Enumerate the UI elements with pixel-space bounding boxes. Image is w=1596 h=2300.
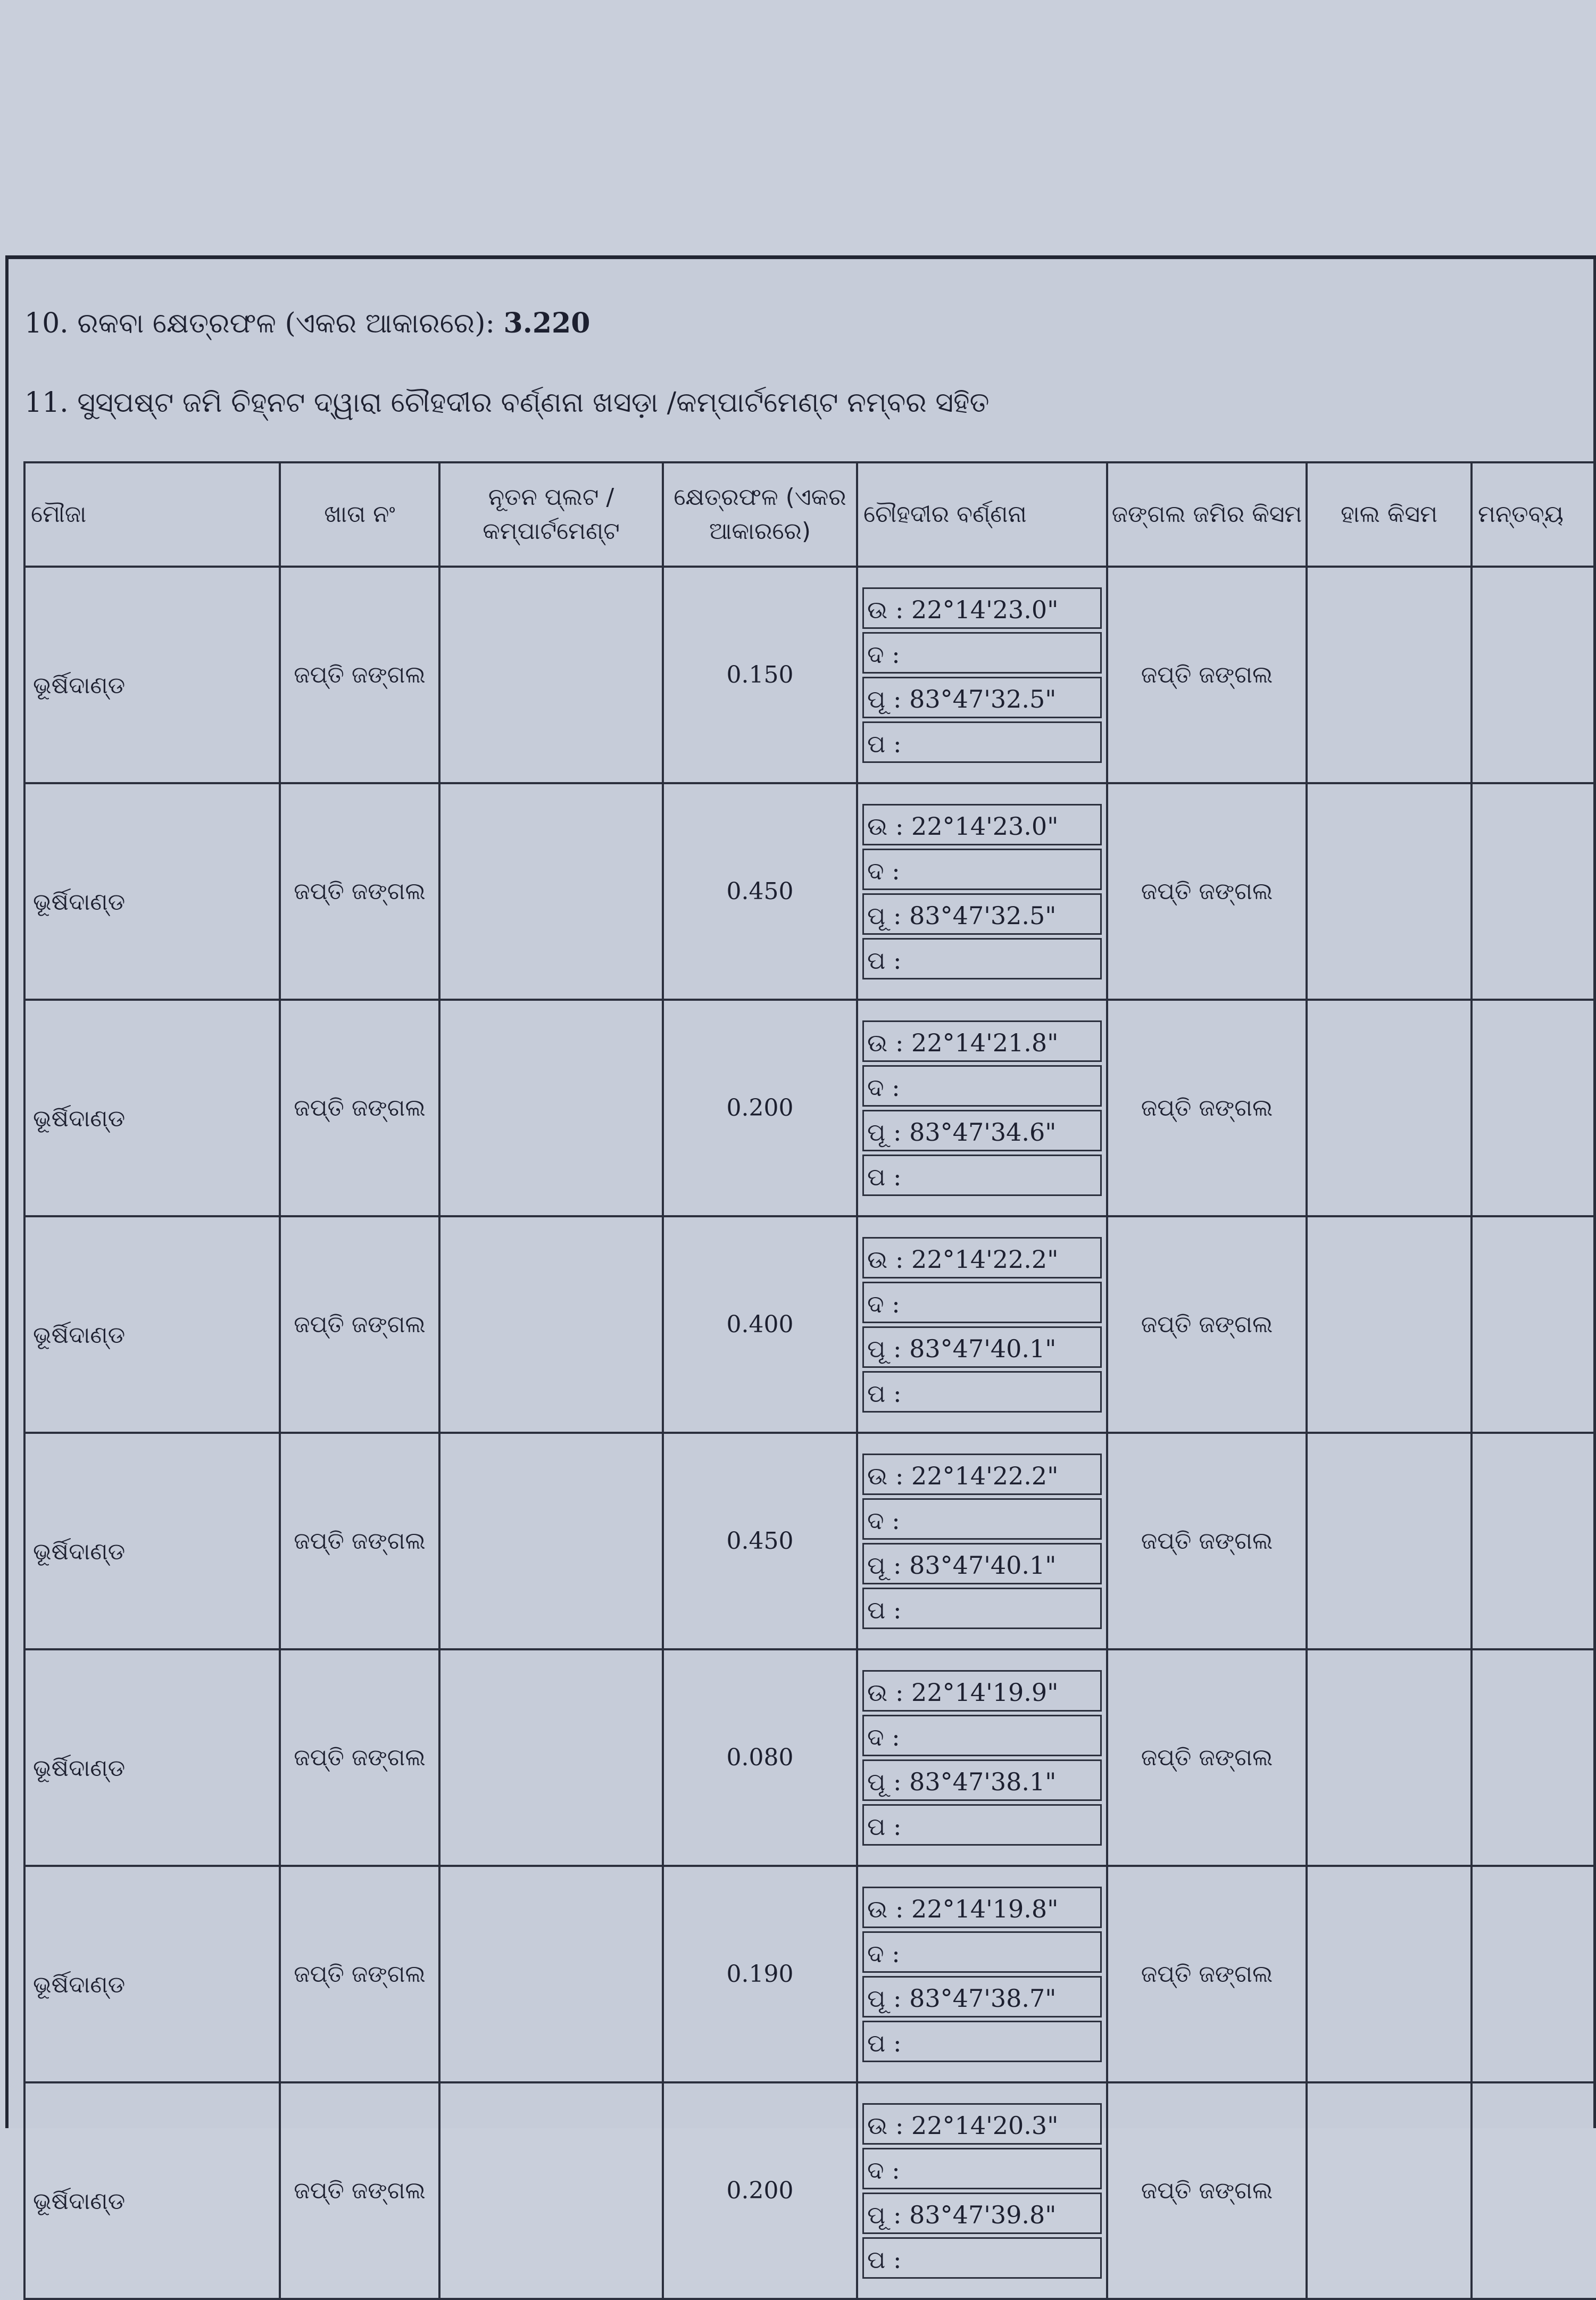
section-11-label: 11. ସୁସ୍ପଷ୍ଟ ଜମି ଚିହ୍ନଟ ଦ୍ୱାରା ଚୌହଦୀର ବର୍ଣ୍ଣନା ଖସଡ଼ା /କମ୍ପାର୍ଟମେଣ୍ଟ ନମ୍ବର ସହିତ [24, 387, 990, 419]
boundary-east: ପୂ : 83°47'32.5" [862, 677, 1102, 718]
cell-khata: ଜପ୍ତି ଜଙ୍ଗଲ [280, 1649, 439, 1866]
table-row [24, 567, 1596, 783]
boundary-north: ଉ : 22°14'19.8" [862, 1887, 1102, 1928]
cell-plot [439, 1649, 663, 1866]
cell-current-type [1307, 1216, 1472, 1433]
cell-current-type [1307, 567, 1472, 783]
boundary-north: ଉ : 22°14'22.2" [862, 1454, 1102, 1495]
header-plot-line1: ନୂତନ ପ୍ଲଟ / [488, 484, 614, 511]
boundary-east: ପୂ : 83°47'40.1" [862, 1543, 1102, 1584]
boundary-north: ଉ : 22°14'23.0" [862, 587, 1102, 629]
cell-remarks [1472, 1000, 1596, 1216]
boundary-south: ଦ : [862, 1282, 1102, 1323]
boundary-north: ଉ : 22°14'21.8" [862, 1020, 1102, 1062]
cell-area: 0.080 [663, 1649, 857, 1866]
cell-boundary [857, 783, 1107, 1000]
boundary-north: ଉ : 22°14'20.3" [862, 2103, 1102, 2145]
cell-boundary [857, 2082, 1107, 2299]
cell-current-type [1307, 1649, 1472, 1866]
cell-remarks [1472, 1866, 1596, 2082]
boundary-west: ପ : [862, 721, 1102, 763]
document-sheet [5, 255, 1596, 2274]
boundary-east: ପୂ : 83°47'38.1" [862, 1759, 1102, 1801]
cell-plot [439, 1000, 663, 1216]
cell-mouza: ଭୂର୍ଷିଦାଣ୍ଡ [24, 2082, 280, 2299]
cell-current-type [1307, 1000, 1472, 1216]
cell-mouza: ଭୂର୍ଷିଦାଣ୍ଡ [24, 1216, 280, 1433]
header-current-type: ହାଲ କିସମ [1307, 462, 1472, 567]
cell-khata: ଜପ୍ତି ଜଙ୍ଗଲ [280, 1000, 439, 1216]
cell-forest-type: ଜପ୍ତି ଜଙ୍ଗଲ [1107, 1000, 1307, 1216]
cell-khata: ଜପ୍ତି ଜଙ୍ଗଲ [280, 1216, 439, 1433]
boundary-west: ପ : [862, 1588, 1102, 1629]
cell-area: 0.450 [663, 1433, 857, 1649]
boundary-west: ପ : [862, 1804, 1102, 1846]
cell-forest-type: ଜପ୍ତି ଜଙ୍ଗଲ [1107, 1433, 1307, 1649]
boundary-south: ଦ : [862, 1931, 1102, 1973]
header-area-line2: ଆକାରରେ) [709, 518, 811, 545]
header-boundary: ଚୌହଦୀର ବର୍ଣ୍ଣନା [857, 462, 1107, 567]
table-row [24, 1866, 1596, 2082]
cell-current-type [1307, 783, 1472, 1000]
section-10-value: 3.220 [503, 307, 591, 339]
cell-plot [439, 1866, 663, 2082]
cell-mouza: ଭୂର୍ଷିଦାଣ୍ଡ [24, 783, 280, 1000]
boundary-south: ଦ : [862, 1715, 1102, 1756]
cell-forest-type: ଜପ୍ତି ଜଙ୍ଗଲ [1107, 1649, 1307, 1866]
cell-area: 0.450 [663, 783, 857, 1000]
boundary-south: ଦ : [862, 1498, 1102, 1540]
cell-area: 0.190 [663, 1866, 857, 2082]
header-area [663, 462, 857, 567]
cell-remarks [1472, 2082, 1596, 2299]
header-mouza: ମୌଜା [24, 462, 280, 567]
cell-mouza: ଭୂର୍ଷିଦାଣ୍ଡ [24, 1649, 280, 1866]
header-plot-line2: କମ୍ପାର୍ଟମେଣ୍ଟ [483, 518, 620, 545]
cell-current-type [1307, 2082, 1472, 2299]
boundary-table [23, 461, 1596, 2300]
boundary-north: ଉ : 22°14'22.2" [862, 1237, 1102, 1278]
cell-remarks [1472, 567, 1596, 783]
cell-remarks [1472, 1649, 1596, 1866]
cell-area: 0.150 [663, 567, 857, 783]
cell-boundary [857, 1866, 1107, 2082]
cell-remarks [1472, 783, 1596, 1000]
header-forest-type: ଜଙ୍ଗଲ ଜମିର କିସମ [1107, 462, 1307, 567]
boundary-north: ଉ : 22°14'23.0" [862, 804, 1102, 845]
boundary-south: ଦ : [862, 1065, 1102, 1107]
cell-current-type [1307, 1866, 1472, 2082]
boundary-west: ପ : [862, 2021, 1102, 2062]
table-row [24, 1216, 1596, 1433]
table-header-row [24, 462, 1596, 567]
table-body [24, 567, 1596, 2299]
boundary-west: ପ : [862, 1155, 1102, 1196]
boundary-west: ପ : [862, 938, 1102, 979]
cell-boundary [857, 1649, 1107, 1866]
table-row [24, 1000, 1596, 1216]
cell-area: 0.200 [663, 2082, 857, 2299]
boundary-west: ପ : [862, 2237, 1102, 2279]
cell-forest-type: ଜପ୍ତି ଜଙ୍ଗଲ [1107, 1866, 1307, 2082]
cell-khata: ଜପ୍ତି ଜଙ୍ଗଲ [280, 567, 439, 783]
cell-boundary [857, 1216, 1107, 1433]
cell-boundary [857, 567, 1107, 783]
boundary-east: ପୂ : 83°47'34.6" [862, 1110, 1102, 1151]
cell-boundary [857, 1000, 1107, 1216]
cell-khata: ଜପ୍ତି ଜଙ୍ଗଲ [280, 2082, 439, 2299]
cell-mouza: ଭୂର୍ଷିଦାଣ୍ଡ [24, 1000, 280, 1216]
section-10-area-line [24, 307, 590, 340]
cell-mouza: ଭୂର୍ଷିଦାଣ୍ଡ [24, 1433, 280, 1649]
cell-mouza: ଭୂର୍ଷିଦାଣ୍ଡ [24, 567, 280, 783]
cell-plot [439, 1216, 663, 1433]
cell-area: 0.400 [663, 1216, 857, 1433]
table-row [24, 783, 1596, 1000]
cell-forest-type: ଜପ୍ତି ଜଙ୍ଗଲ [1107, 783, 1307, 1000]
header-remarks: ମନ୍ତବ୍ୟ [1472, 462, 1596, 567]
boundary-east: ପୂ : 83°47'39.8" [862, 2193, 1102, 2234]
cell-boundary [857, 1433, 1107, 1649]
cell-khata: ଜପ୍ତି ଜଙ୍ଗଲ [280, 1866, 439, 2082]
table-row [24, 2082, 1596, 2299]
boundary-east: ପୂ : 83°47'40.1" [862, 1326, 1102, 1368]
header-area-line1: କ୍ଷେତ୍ରଫଳ (ଏକର [674, 484, 846, 511]
boundary-east: ପୂ : 83°47'32.5" [862, 893, 1102, 935]
cell-forest-type: ଜପ୍ତି ଜଙ୍ଗଲ [1107, 1216, 1307, 1433]
cell-mouza: ଭୂର୍ଷିଦାଣ୍ଡ [24, 1866, 280, 2082]
cell-plot [439, 567, 663, 783]
header-plot [439, 462, 663, 567]
header-khata: ଖାତା ନଂ [280, 462, 439, 567]
table-row [24, 1433, 1596, 1649]
cell-plot [439, 783, 663, 1000]
boundary-south: ଦ : [862, 849, 1102, 890]
table-row [24, 1649, 1596, 1866]
cell-forest-type: ଜପ୍ତି ଜଙ୍ଗଲ [1107, 567, 1307, 783]
cell-remarks [1472, 1216, 1596, 1433]
boundary-north: ଉ : 22°14'19.9" [862, 1670, 1102, 1712]
boundary-south: ଦ : [862, 2148, 1102, 2189]
boundary-east: ପୂ : 83°47'38.7" [862, 1976, 1102, 2017]
cell-khata: ଜପ୍ତି ଜଙ୍ଗଲ [280, 783, 439, 1000]
section-10-label: 10. ରକବା କ୍ଷେତ୍ରଫଳ (ଏକର ଆକାରରେ): [24, 308, 495, 339]
cell-forest-type: ଜପ୍ତି ଜଙ୍ଗଲ [1107, 2082, 1307, 2299]
cell-remarks [1472, 1433, 1596, 1649]
cell-current-type [1307, 1433, 1472, 1649]
boundary-south: ଦ : [862, 632, 1102, 674]
cell-khata: ଜପ୍ତି ଜଙ୍ଗଲ [280, 1433, 439, 1649]
cell-plot [439, 1433, 663, 1649]
boundary-west: ପ : [862, 1371, 1102, 1413]
cell-area: 0.200 [663, 1000, 857, 1216]
cell-plot [439, 2082, 663, 2299]
